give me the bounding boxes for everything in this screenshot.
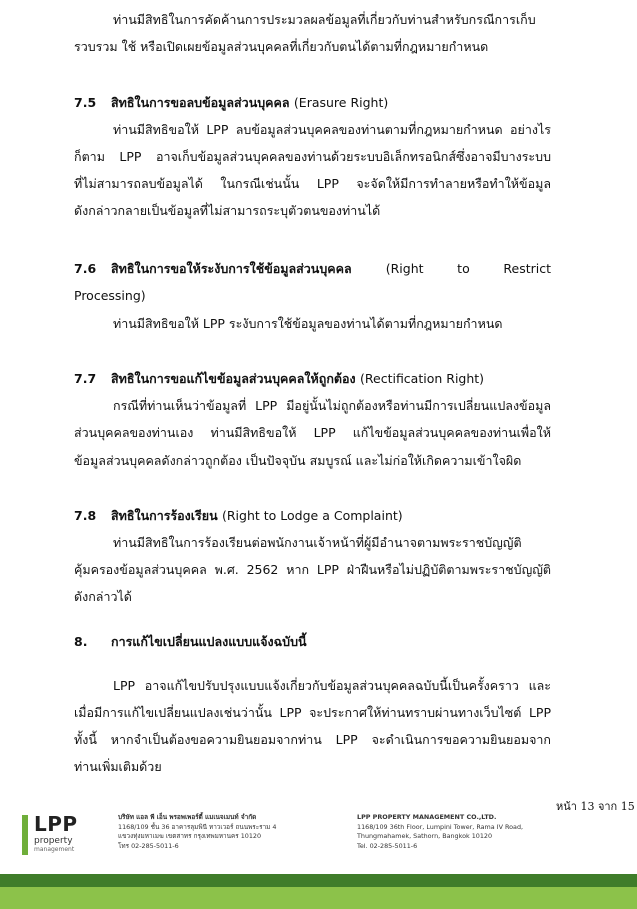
section-heading-7-7 [74, 366, 484, 392]
logo-subtitle-small: management [34, 846, 75, 853]
section-number: 7.6 [74, 261, 97, 276]
paragraph-line: ท่านเพิ่มเติมด้วย [74, 759, 162, 774]
english-address [357, 813, 523, 851]
address-line: Tel. 02-285-5011-6 [357, 841, 418, 850]
paragraph-line: LPP อาจแก้ไขปรับปรุงแบบแจ้งเกี่ยวกับข้อมูลส่วนบุคคลฉบับนี้เป็นครั้งคราว และ [113, 678, 551, 693]
page-number: หน้า 13 จาก 15 [556, 800, 635, 813]
paragraph-line: ดังกล่าวกลายเป็นข้อมูลที่ไม่สามารถระบุตัวตนของท่านได้ [74, 203, 381, 218]
address-line: 1168/109 ชั้น 36 อาคารลุมพินี ทาวเวอร์ ถนนพระราม 4 [118, 822, 277, 831]
paragraph-line: ข้อมูลส่วนบุคคลดังกล่าวถูกต้อง เป็นปัจจุบัน สมบูรณ์ และไม่ก่อให้เกิดความเข้าใจผิด [74, 453, 522, 468]
paragraph-line: ท่านมีสิทธิขอให้ LPP ลบข้อมูลส่วนบุคคลของท่านตามที่กฎหมายกำหนด อย่างไร [113, 122, 551, 137]
section-title-en: (Right to Lodge a Complaint) [222, 508, 403, 523]
address-line: โทร 02-285-5011-6 [118, 841, 179, 850]
section-title: สิทธิในการขอแก้ไขข้อมูลส่วนบุคคลให้ถูกต้อง [111, 371, 356, 386]
logo-subtitle: property [34, 836, 73, 846]
paragraph-line: กรณีที่ท่านเห็นว่าข้อมูลที่ LPP มีอยู่นั้นไม่ถูกต้องหรือท่านมีการเปลี่ยนแปลงข้อมูล [113, 398, 551, 413]
address-line: แขวงทุ่งมหาเมฆ เขตสาทร กรุงเทพมหานคร 10120 [118, 832, 262, 840]
section-title: สิทธิในการขอลบข้อมูลส่วนบุคคล [111, 95, 290, 110]
section-title-en: (Right to Restrict [385, 261, 551, 276]
section-heading-7-8 [74, 503, 403, 529]
footer-band-light [0, 887, 637, 909]
section-heading-7-5 [74, 90, 388, 116]
paragraph-line: คุ้มครองข้อมูลส่วนบุคคล พ.ศ. 2562 หาก LPP ฝ่าฝืนหรือไม่ปฏิบัติตามพระราชบัญญัติ [74, 562, 551, 577]
paragraph-line: ก็ตาม LPP อาจเก็บข้อมูลส่วนบุคคลของท่านด้วยระบบอิเล็กทรอนิกส์ซึ่งอาจมีบางระบบ [74, 149, 551, 164]
paragraph-line: ส่วนบุคคลของท่านเอง ท่านมีสิทธิขอให้ LPP แก้ไขข้อมูลส่วนบุคคลของท่านเพื่อให้ [74, 425, 551, 440]
address-line: 1168/109 36th Floor, Lumpini Tower, Rama IV Road, [357, 822, 524, 831]
paragraph-line: ท่านมีสิทธิในการร้องเรียนต่อพนักงานเจ้าหน้าที่ผู้มีอำนาจตามพระราชบัญญัติ [113, 535, 522, 550]
paragraph-line: ที่ไม่สามารถลบข้อมูลได้ ในกรณีเช่นนั้น LPP จะจัดให้มีการทำลายหรือทำให้ข้อมูล [74, 176, 551, 191]
paragraph-line: ท่านมีสิทธิในการคัดค้านการประมวลผลข้อมูลที่เกี่ยวกับท่านสำหรับกรณีการเก็บ [113, 12, 536, 27]
section-heading-8 [74, 629, 307, 655]
section-title: สิทธิในการขอให้ระงับการใช้ข้อมูลส่วนบุคคล [111, 261, 352, 276]
section-number: 7.7 [74, 371, 97, 386]
logo-bar [22, 815, 28, 855]
section-title: การแก้ไขเปลี่ยนแปลงแบบแจ้งฉบับนี้ [111, 634, 307, 649]
paragraph-line: ดังกล่าวได้ [74, 589, 132, 604]
section-number: 8. [74, 634, 88, 649]
company-logo [22, 812, 96, 855]
address-line: Thungmahamek, Sathorn, Bangkok 10120 [357, 832, 493, 840]
section-title-en: (Erasure Right) [293, 95, 389, 110]
section-title-en: (Rectification Right) [360, 371, 485, 386]
section-title: สิทธิในการร้องเรียน [111, 508, 218, 523]
paragraph-line: รวบรวม ใช้ หรือเปิดเผยข้อมูลส่วนบุคคลที่เกี่ยวกับตนได้ตามที่กฎหมายกำหนด [74, 39, 489, 54]
paragraph-line: ท่านมีสิทธิขอให้ LPP ระงับการใช้ข้อมูลของท่านได้ตามที่กฎหมายกำหนด [113, 316, 503, 331]
paragraph-line: เมื่อมีการแก้ไขเปลี่ยนแปลงเช่นว่านั้น LPP จะประกาศให้ท่านทราบผ่านทางเว็บไซต์ LPP [74, 705, 551, 720]
address-line: LPP PROPERTY MANAGEMENT CO.,LTD. [357, 813, 497, 821]
section-title-continued: Processing) [74, 288, 146, 303]
section-number: 7.5 [74, 95, 97, 110]
footer-band-dark [0, 874, 637, 887]
section-number: 7.8 [74, 508, 97, 523]
thai-address [118, 813, 277, 851]
section-heading-7-6 [74, 256, 551, 282]
paragraph-line: ทั้งนี้ หากจำเป็นต้องขอความยินยอมจากท่าน LPP จะดำเนินการขอความยินยอมจาก [74, 732, 551, 747]
logo-text: LPP [34, 812, 78, 836]
address-line: บริษัท แอล พี เอ็น พรอพเพอร์ตี้ แมเนจเมนท์ จำกัด [118, 813, 257, 821]
